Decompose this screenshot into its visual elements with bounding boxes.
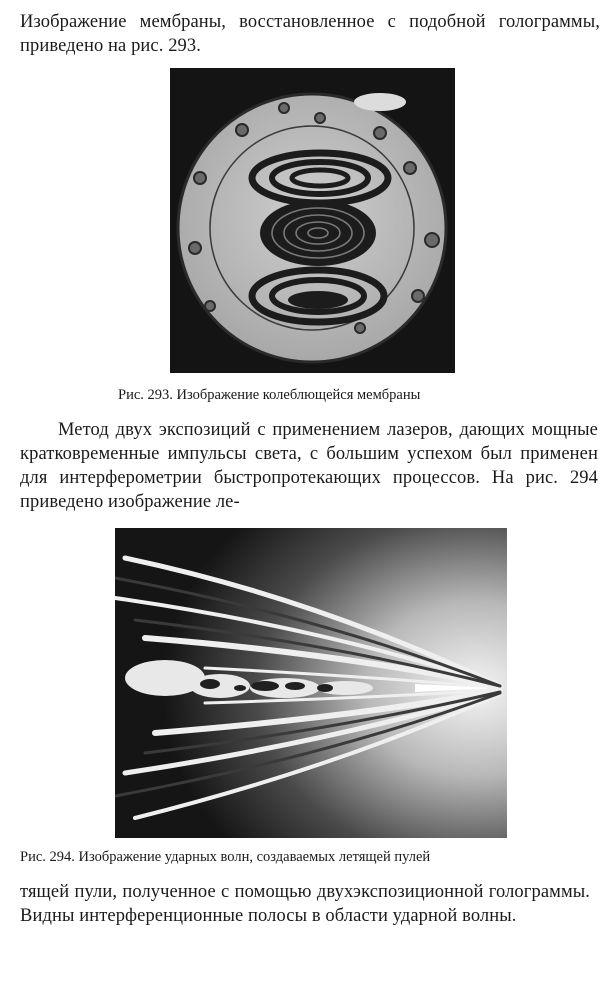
shockwave-hologram-svg	[115, 528, 507, 838]
membrane-hologram-image	[170, 68, 455, 373]
membrane-hologram-svg	[170, 68, 455, 373]
paragraph-intro: Изображение мембраны, восстановленное с подобной голограммы, приведено на рис. 293.	[20, 12, 600, 56]
shockwave-hologram-image	[115, 528, 507, 838]
figure-294-caption: Рис. 294. Изображение ударных волн, создаваемых летящей пулей	[20, 849, 431, 865]
paragraph-method-part2: тящей пули, полученное с помощью двухэкспозиционной голограммы. Видны интерференционные полосы в области ударной волны.	[20, 882, 590, 926]
figure-293-caption: Рис. 293. Изображение колеблющейся мембраны	[118, 387, 421, 403]
paragraph-method-part1: Метод двух экспозиций с применением лазеров, дающих мощные кратковременные импульсы света, с большим успехом был применен для интерферометрии быстропротекающих процессов. На рис. 294 приведено изображение ле-	[20, 420, 598, 512]
